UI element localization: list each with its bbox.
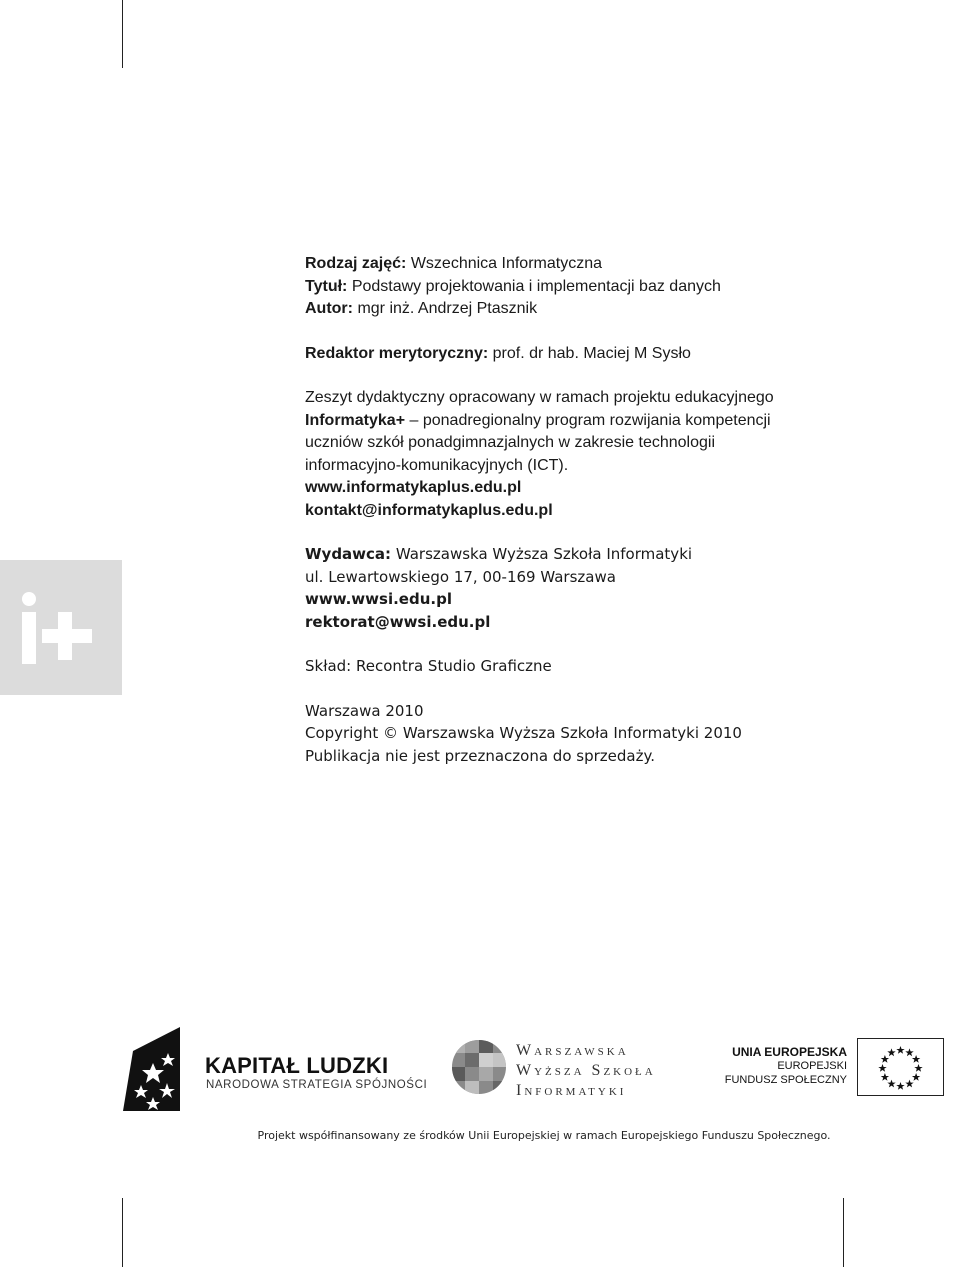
kapital-ludzki-subtitle: NARODOWA STRATEGIA SPÓJNOŚCI [206, 1079, 428, 1091]
publisher-name: Warszawska Wyższa Szkoła Informatyki [395, 545, 693, 563]
tytul-line [305, 276, 865, 299]
typesetting-line: Skład: Recontra Studio Graficzne [305, 657, 552, 675]
funding-note: Projekt współfinansowany ze środków Unii Europejskiej w ramach Europejskiego Funduszu Społecznego. [257, 1129, 831, 1142]
project-email-text[interactable]: kontakt@informatykaplus.edu.pl [305, 501, 553, 519]
wwsi-emblem-icon [451, 1039, 507, 1095]
autor-value: mgr inż. Andrzej Ptasznik [357, 300, 538, 317]
autor-line [305, 298, 865, 321]
sponsor-logos [0, 1015, 960, 1115]
crop-mark-bottom-left [122, 1198, 123, 1267]
description-line-2-rest: – ponadregionalny program rozwijania kompetencji [409, 411, 771, 429]
place-year: Warszawa 2010 [305, 701, 424, 720]
rodzaj-value: Wszechnica Informatyczna [410, 255, 602, 272]
ue-line-3: FUNDUSZ SPOŁECZNY [724, 1074, 847, 1086]
ue-text [700, 1045, 847, 1087]
publisher-email-link[interactable] [305, 611, 865, 634]
project-name: Informatyka+ [305, 411, 406, 429]
autor-label: Autor: [305, 300, 353, 317]
iplus-side-tab [0, 560, 122, 695]
publisher-website-link[interactable] [305, 588, 865, 611]
description-line-2 [305, 410, 865, 433]
project-website-link[interactable] [305, 477, 865, 500]
project-email-link[interactable] [305, 500, 865, 523]
redaktor-value: prof. dr hab. Maciej M Sysło [492, 344, 691, 362]
colophon [305, 253, 865, 767]
description-line-3: uczniów szkół ponadgimnazjalnych w zakresie technologii [305, 434, 715, 451]
publisher-website-text[interactable]: www.wwsi.edu.pl [305, 590, 452, 608]
rodzaj-label: Rodzaj zajęć: [305, 255, 407, 272]
redaktor-label: Redaktor merytoryczny: [305, 344, 489, 362]
not-for-sale-line: Publikacja nie jest przeznaczona do sprzedaży. [305, 746, 655, 765]
publisher-address: ul. Lewartowskiego 17, 00-169 Warszawa [305, 567, 616, 586]
iplus-logo-icon [16, 588, 106, 668]
description-line-4: informacyjno-komunikacyjnych (ICT). [305, 456, 569, 474]
tytul-label: Tytuł: [305, 277, 348, 295]
eu-flag [857, 1038, 944, 1096]
publisher-label: Wydawca: [305, 545, 392, 563]
ue-line-1: UNIA EUROPEJSKA [732, 1045, 847, 1059]
wwsi-name [516, 1041, 656, 1101]
rodzaj-line [305, 253, 865, 276]
wwsi-line-1: Warszawska [516, 1042, 629, 1059]
project-website-text[interactable]: www.informatykaplus.edu.pl [305, 479, 522, 496]
description-line-1: Zeszyt dydaktyczny opracowany w ramach projektu edukacyjnego [305, 389, 774, 406]
copyright-line: Copyright © Warszawska Wyższa Szkoła Informatyki 2010 [305, 724, 742, 742]
kapital-ludzki-flag-icon [123, 1023, 183, 1113]
wwsi-line-3: Informatyki [516, 1082, 627, 1099]
redaktor-line [305, 343, 865, 366]
publisher-line [305, 543, 865, 566]
publisher-email-text[interactable]: rektorat@wwsi.edu.pl [305, 612, 491, 631]
ue-line-2: EUROPEJSKI [777, 1060, 847, 1072]
eu-stars-icon [858, 1039, 943, 1095]
wwsi-line-2: Wyższa Szkoła [516, 1062, 656, 1079]
crop-mark-bottom-right [843, 1198, 844, 1267]
crop-mark-top [122, 0, 123, 68]
kapital-ludzki-title: KAPITAŁ LUDZKI [205, 1053, 389, 1078]
tytul-value: Podstawy projektowania i implementacji baz danych [351, 277, 721, 295]
